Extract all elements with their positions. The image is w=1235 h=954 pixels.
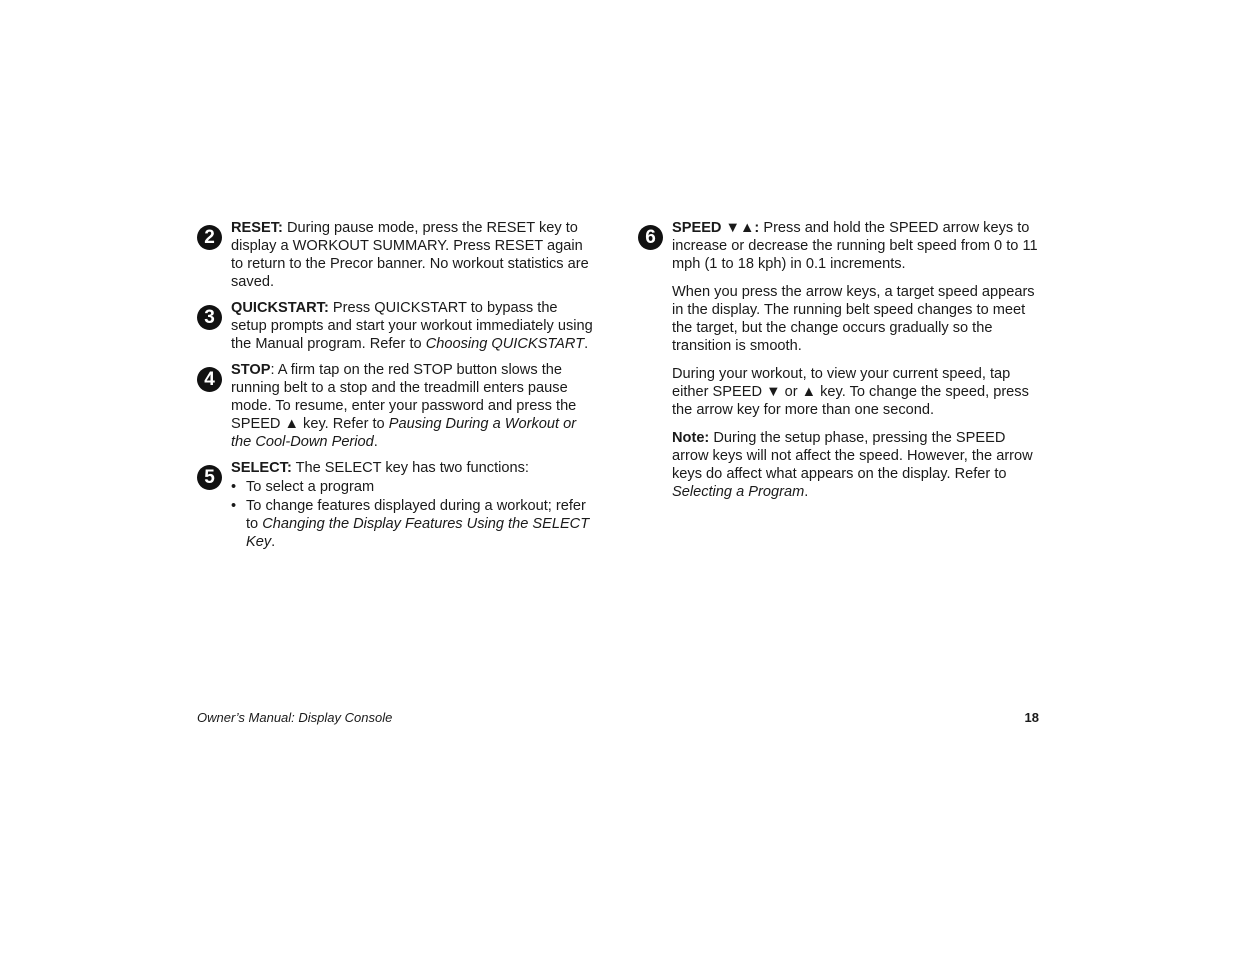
note-label: Note: [672,430,710,446]
left-column [197,219,597,559]
number-badge-3: 3 [197,305,222,330]
stop-label: STOP [231,362,271,378]
list-item-period: . [271,534,276,550]
quickstart-key-description [231,299,597,353]
list-item-text: To select a program [246,479,375,495]
quickstart-text: Press QUICKSTART to bypass the setup prompts and start your workout immediately using the Manual program. Refer to [231,300,593,352]
bullet-glyph: • [231,498,237,514]
select-label: SELECT: [231,460,292,476]
page-number: 18 [1024,710,1039,725]
stop-reference: Pausing During a Workout or the Cool-Down Period [231,416,577,450]
reset-key-item [197,219,597,291]
number-badge-5: 5 [197,465,222,490]
number-badge-2: 2 [197,225,222,250]
note-text: During the setup phase, pressing the SPEED arrow keys will not affect the speed. However, the arrow keys do affect what appears on the display. Refer to [672,430,1033,482]
stop-key-item [197,361,597,451]
quickstart-reference: Choosing QUICKSTART [425,336,585,352]
reset-label: RESET: [231,220,283,236]
select-text: The SELECT key has two functions: [291,460,529,476]
number-badge-6: 6 [638,225,663,250]
list-item-text: To change features displayed during a workout; refer to [246,498,586,532]
speed-key-item [638,219,1040,501]
bullet-glyph: • [231,479,237,495]
note-period: . [804,484,809,500]
note-reference: Selecting a Program [672,484,805,500]
select-key-item [197,459,597,551]
list-item [231,478,597,496]
view-speed-paragraph: During your workout, to view your current speed, tap either SPEED ▼ or ▲ key. To change the speed, press the arrow key for more than one second. [672,366,1029,418]
select-functions-list [231,478,597,551]
select-key-description [231,459,597,477]
page-footer [197,708,1039,728]
quickstart-label: QUICKSTART: [231,300,329,316]
target-speed-paragraph: When you press the arrow keys, a target speed appears in the display. The running belt speed changes to meet the target, but the change occurs gradually so the transition is smooth. [672,284,1035,354]
footer-title: Owner’s Manual: Display Console [197,710,393,725]
reset-text: During pause mode, press the RESET key to display a WORKOUT SUMMARY. Press RESET again to return to the Precor banner. No workout statistics are saved. [231,220,589,290]
speed-key-description [672,219,1040,273]
speed-text: Press and hold the SPEED arrow keys to increase or decrease the running belt speed from 0 to 11 mph (1 to 18 kph) in 0.1 increments. [672,220,1038,272]
quickstart-period: . [584,336,589,352]
setup-note [672,429,1040,501]
stop-key-description [231,361,597,451]
stop-text: : A firm tap on the red STOP button slows the running belt to a stop and the treadmill enters pause mode. To resume, enter your password and press the SPEED ▲ key. Refer to [231,362,577,432]
select-reference: Changing the Display Features Using the SELECT Key [246,516,590,550]
quickstart-key-item [197,299,597,353]
stop-period: . [373,434,378,450]
number-badge-4: 4 [197,367,222,392]
speed-label: SPEED ▼▲: [672,220,760,236]
list-item [231,497,597,551]
right-column [638,219,1040,509]
reset-key-description [231,219,597,291]
